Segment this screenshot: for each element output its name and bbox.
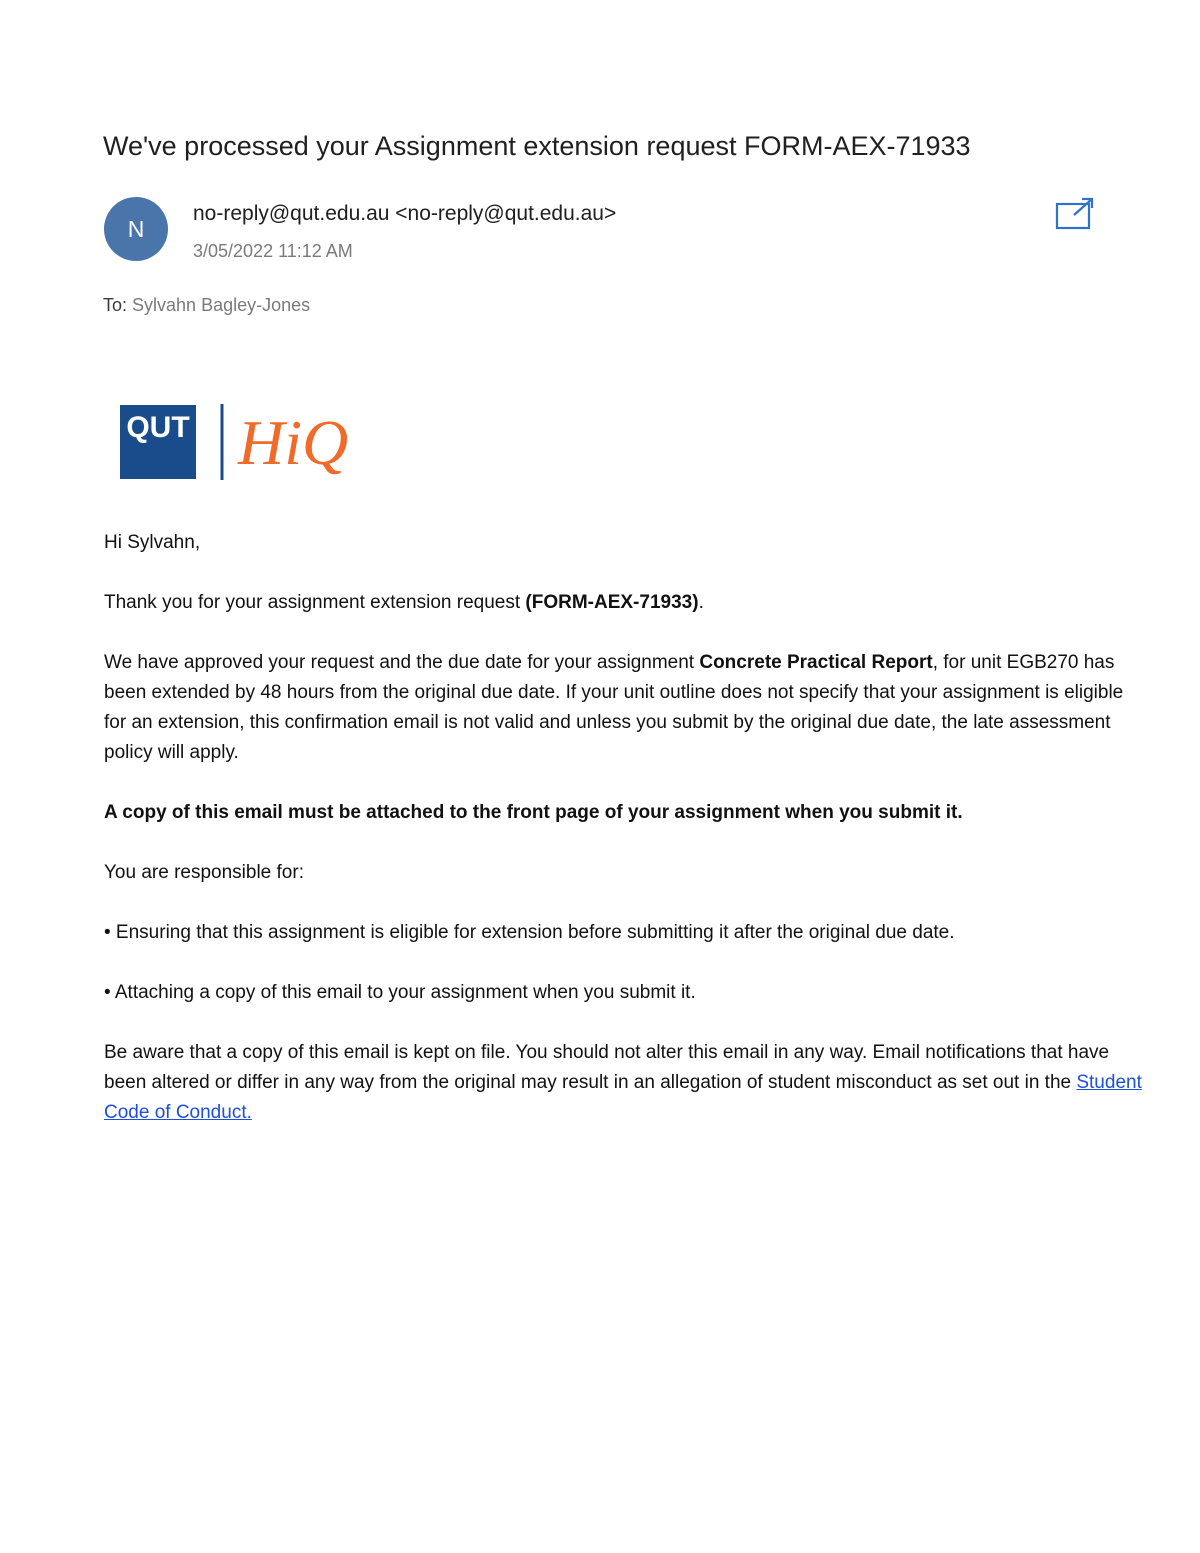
awareness-text: Be aware that a copy of this email is kept on file. You should not alter this email in any way. Email notifications that have been altered or differ in any way from the original may result in an allegation of student misconduct as set out in the bbox=[104, 1042, 1110, 1093]
assignment-name: Concrete Practical Report bbox=[699, 652, 933, 673]
sent-date: 3/05/2022 11:12 AM bbox=[193, 241, 353, 261]
thanks-period: . bbox=[698, 592, 704, 613]
student-code-of-conduct-link[interactable]: Student Code of Conduct. bbox=[104, 1072, 1142, 1123]
email-subject: We've processed your Assignment extension request FORM-AEX-71933 bbox=[103, 131, 971, 161]
thanks-text: Thank you for your assignment extension request bbox=[104, 592, 526, 613]
greeting: Hi Sylvahn, bbox=[104, 532, 201, 553]
awareness-paragraph bbox=[104, 1038, 1144, 1128]
responsibility-bullet-1: • Ensuring that this assignment is eligible for extension before submitting it after the original due date. bbox=[104, 922, 955, 943]
responsibility-bullet-2: • Attaching a copy of this email to your assignment when you submit it. bbox=[104, 982, 696, 1003]
approval-paragraph bbox=[104, 648, 1144, 768]
approval-details: , for unit EGB270 has been extended by 48 hours from the original due date. If your unit outline does not specify that your assignment is eligible for an extension, this confirmation email is not valid and unless you submit by the original due date, the late assessment policy will apply. bbox=[104, 652, 1124, 763]
responsible-intro: You are responsible for: bbox=[104, 862, 304, 883]
copy-notice-text: A copy of this email must be attached to the front page of your assignment when you submit it. bbox=[104, 802, 963, 823]
sender-address[interactable]: no-reply@qut.edu.au <no-reply@qut.edu.au> bbox=[193, 202, 617, 225]
sender-avatar: N bbox=[104, 197, 168, 261]
recipient-line bbox=[103, 291, 310, 319]
approval-text: We have approved your request and the due date for your assignment bbox=[104, 652, 700, 673]
email-body bbox=[104, 528, 1144, 1158]
copy-notice bbox=[104, 798, 1144, 828]
recipient-name[interactable]: Sylvahn Bagley-Jones bbox=[132, 295, 311, 315]
to-label: To: bbox=[103, 295, 128, 315]
hiq-logo-text: HiQ bbox=[238, 407, 349, 478]
qut-hiq-logo bbox=[120, 398, 360, 484]
popout-window-icon[interactable] bbox=[1054, 196, 1096, 232]
qut-logo-text: QUT bbox=[126, 411, 190, 444]
thanks-paragraph bbox=[104, 588, 1144, 618]
request-reference: (FORM-AEX-71933) bbox=[525, 592, 699, 613]
